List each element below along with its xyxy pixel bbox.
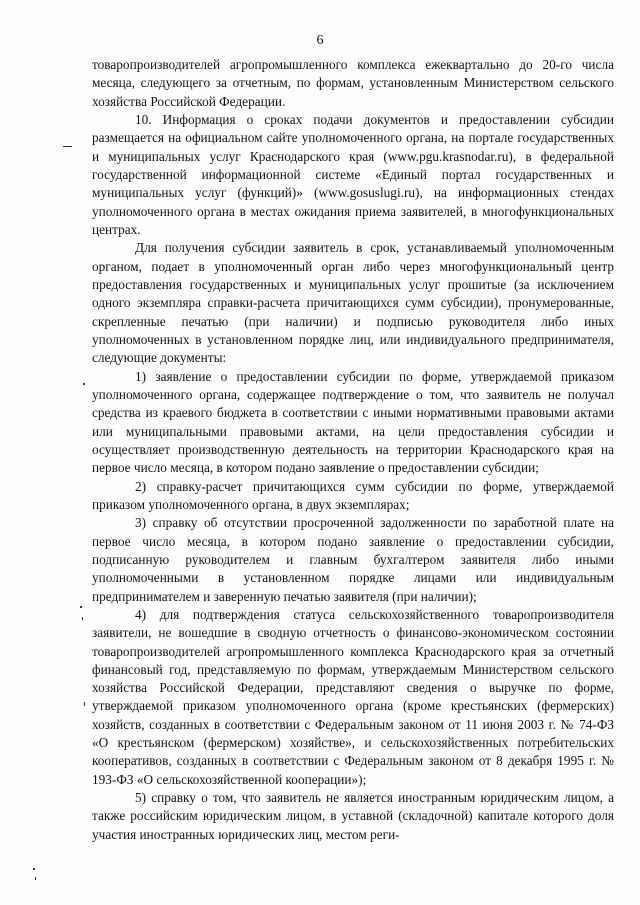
scan-mark: [63, 146, 72, 147]
paragraph-item-2: 2) справку-расчет причитающихся сумм субсидии по форме, утверждаемой приказом уполномоченного органа, в двух экземплярах;: [92, 478, 614, 512]
scan-mark: [33, 868, 35, 870]
scan-mark: [35, 877, 36, 880]
paragraph-item-5: 5) справку о том, что заявитель не является иностранным юридическим лицом, а также российским юридическим лицом, в уставной (складочной) капитале которого доля участия иностранных юридических лиц, местом реги-: [92, 790, 614, 842]
paragraph-item-3: 3) справку об отсутствии просроченной задолженности по заработной плате на первое число месяца, в котором подано заявление о предоставлении субсидии, подписанную руководителем и главным бухгалтером заявителя либо иными уполномоченными в установленном порядке лицами или индивидуальным предпринимателем и заверенную печатью заявителя (при наличии);: [92, 515, 614, 604]
paragraph-continuation: товаропроизводителей агропромышленного комплекса ежеквартально до 20-го числа месяца, следующего за отчетным, по формам, установленным Министерством сельского хозяйства Российской Федерации.: [92, 57, 614, 109]
paragraph-item-1: 1) заявление о предоставлении субсидии по форме, утверждаемой приказом уполномоченного органа, содержащее подтверждение о том, что заявитель не получал средства из краевого бюджета в соответствии с иными нормативными правовыми актами или муниципальными правовыми актами, на цели предоставления субсидии и осуществляет производственную деятельность на территории Краснодарского края на первое число месяца, в котором подано заявление о предоставлении субсидии;: [92, 368, 614, 476]
scan-mark: [84, 702, 85, 706]
scan-mark: [82, 617, 83, 620]
scan-mark: [80, 606, 82, 608]
paragraph-item-4: 4) для подтверждения статуса сельскохозяйственного товаропроизводителя заявители, не вошедшие в сводную отчетность о финансово-экономическом состоянии товаропроизводителей агропромышленного комплекса Краснодарского края за отчетный финансовый год, представляемую по формам, утверждаемым Министерством сельского хозяйства Российской Федерации, представляют сведения о выручке по форме, утверждаемой приказом уполномоченного органа (кроме крестьянских (фермерских) хозяйств, созданных в соответствии с Федеральным законом от 11 июня 2003 г. № 74-ФЗ «О крестьянском (фермерском) хозяйстве», и сельскохозяйственных потребительских кооперативов, созданных в соответствии с Федеральным законом от 8 декабря 1995 г. № 193-ФЗ «О сельскохозяйственной кооперации»);: [92, 606, 614, 787]
paragraph-item-10: 10. Информация о сроках подачи документов и предоставлении субсидии размещается на официальном сайте уполномоченного органа, на портале государственных и муниципальных услуг Краснодарского края (www.pgu.krasnodar.ru), в федеральной государственной информационной системе «Единый портал государственных и муниципальных услуг (функций)» (www.gosuslugi.ru), на информационных стендах уполномоченного органа в местах ожидания приема заявителей, в многофункциональных центрах.: [92, 111, 614, 237]
page-number: 6: [316, 33, 324, 48]
scan-mark: [83, 383, 85, 385]
paragraph-documents-intro: Для получения субсидии заявитель в срок, устанавливаемый уполномоченным органом, подает в уполномоченный орган либо через многофункциональный центр предоставления государственных и муниципальных услуг прошитые (за исключением одного экземпляра справки-расчета причитающихся сумм субсидии), пронумерованные, скрепленные печатью (при наличии) и подписью руководителя либо иных уполномоченных в установленном порядке лиц, или индивидуального предпринимателя, следующие документы:: [92, 240, 614, 366]
document-body: [92, 56, 614, 844]
